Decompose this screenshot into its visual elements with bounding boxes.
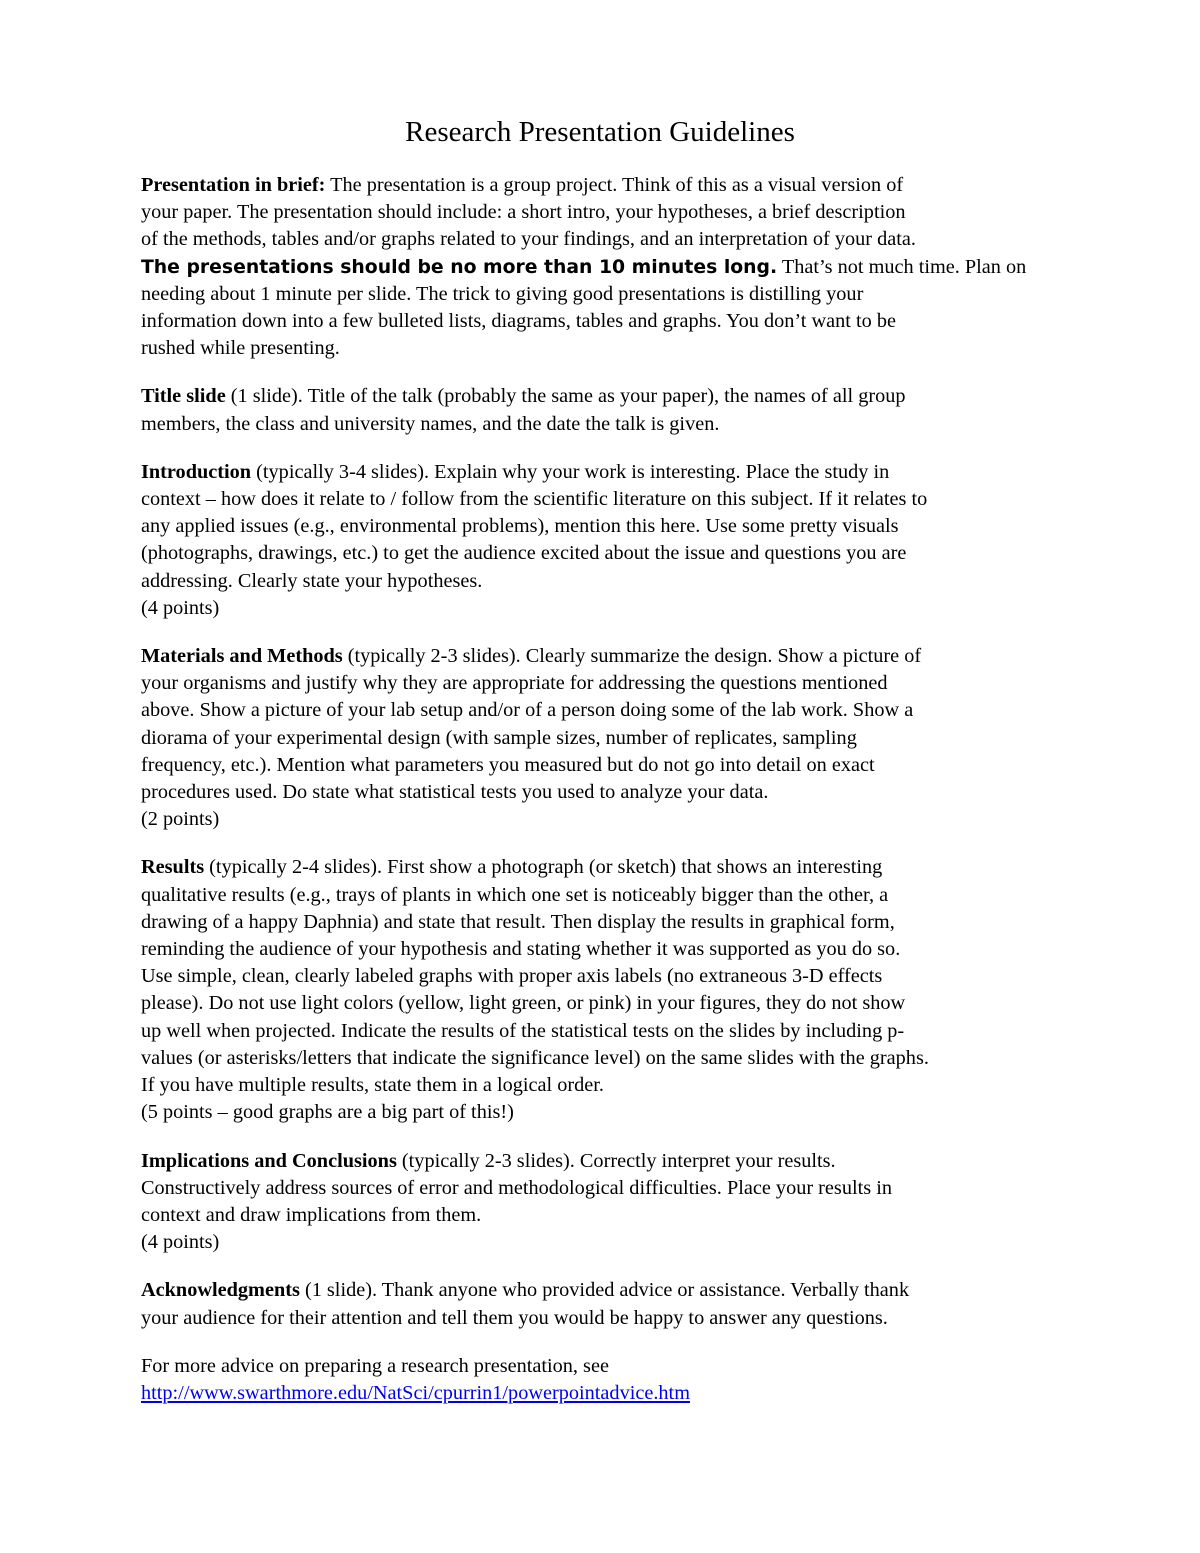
more-advice-section: [141, 1353, 1061, 1407]
methods-heading: Materials and Methods: [141, 645, 343, 668]
introduction-points: (4 points): [141, 596, 220, 619]
implications-points: (4 points): [141, 1231, 220, 1254]
methods-points: (2 points): [141, 808, 220, 831]
time-limit-note: The presentations should be no more than 10 minutes long.: [141, 256, 778, 278]
brief-heading: Presentation in brief:: [141, 174, 326, 196]
title-slide-heading: Title slide: [141, 385, 226, 408]
brief-section: Presentation in brief: The presentation is a group project. Think of this as a visual version of your paper. The presentation should include: a short intro, your hypotheses, a brief description of the methods, tables and/or graphs related to your findings, and an interpretation of your data. The presentations should be no more than 10 minutes long. That’s not much time. Plan on needing about 1 minute per slide. The trick to giving good presentations is distilling your information down into a few bulleted lists, diagrams, tables and graphs. You don’t want to be rushed while presenting.: [141, 174, 1027, 360]
title-slide-section: Title slide (1 slide). Title of the talk (probably the same as your paper), the names of all group members, the class and university names, and the date the talk is given.: [141, 385, 906, 435]
implications-heading: Implications and Conclusions: [141, 1149, 397, 1172]
acknowledgments-section: Acknowledgments (1 slide). Thank anyone who provided advice or assistance. Verbally thank your audience for their attention and tell them you would be happy to answer any questions.: [141, 1279, 910, 1329]
methods-section: Materials and Methods (typically 2-3 slides). Clearly summarize the design. Show a picture of your organisms and justify why they are appropriate for addressing the questions mentioned above. Show a picture of your lab setup and/or of a person doing some of the lab work. Show a diorama of your experimental design (with sample sizes, number of replicates, sampling frequency, etc.). Mention what parameters you measured but do not go into detail on exact procedures used. Do state what statistical tests you used to analyze your data. (2 points): [141, 643, 1061, 833]
more-advice-text: For more advice on preparing a research presentation, see: [141, 1354, 609, 1377]
advice-link[interactable]: http://www.swarthmore.edu/NatSci/cpurrin1/powerpointadvice.htm: [141, 1381, 690, 1404]
results-heading: Results: [141, 856, 205, 879]
introduction-heading: Introduction: [141, 460, 252, 483]
introduction-section: Introduction (typically 3-4 slides). Explain why your work is interesting. Place the study in context – how does it relate to / follow from the scientific literature on this subject. If it relates to any applied issues (e.g., environmental problems), mention this here. Use some pretty visuals (photographs, drawings, etc.) to get the audience excited about the issue and questions you are addressing. Clearly state your hypotheses. (4 points): [141, 459, 1061, 622]
page-title: Research Presentation Guidelines: [405, 116, 795, 148]
results-points: (5 points – good graphs are a big part of this!): [141, 1101, 514, 1124]
results-section: Results (typically 2-4 slides). First show a photograph (or sketch) that shows an interesting qualitative results (e.g., trays of plants in which one set is noticeably bigger than the other, a drawing of a happy Daphnia) and state that result. Then display the results in graphical form, reminding the audience of your hypothesis and stating whether it was supported as you do so. Use simple, clean, clearly labeled graphs with proper axis labels (no extraneous 3-D effects please). Do not use light colors (yellow, light green, or pink) in your figures, they do not show up well when projected. Indicate the results of the statistical tests on the slides by including p- values (or asterisks/letters that indicate the significance level) on the same slides with the graphs. If you have multiple results, state them in a logical order. (5 points – good graphs are a big part of this!): [141, 854, 1061, 1126]
implications-section: Implications and Conclusions (typically 2-3 slides). Correctly interpret your results. Constructively address sources of error and methodological difficulties. Place your results in context and draw implications from them. (4 points): [141, 1148, 1061, 1257]
acknowledgments-heading: Acknowledgments: [141, 1279, 300, 1302]
document-body: [141, 172, 1061, 1428]
